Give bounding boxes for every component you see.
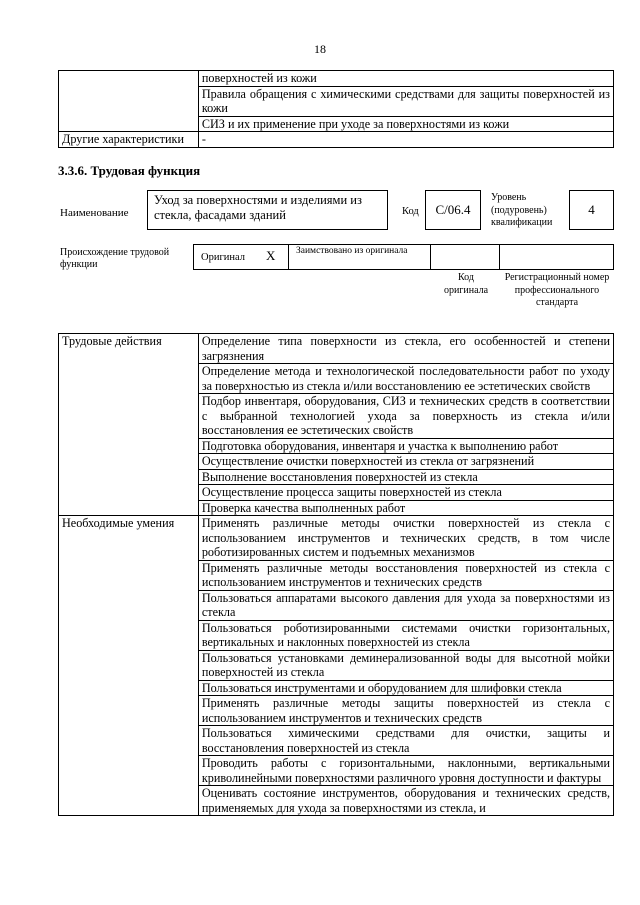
original-label: Оригинал [201, 252, 245, 263]
table-row: Подготовка оборудования, инвентаря и участка к выполнению работ [198, 438, 613, 454]
section-title: 3.3.6. Трудовая функция [58, 163, 201, 178]
skills-label: Необходимые умения [59, 516, 199, 816]
labor-function-table [58, 333, 614, 816]
origin-reg-caption: Регистрационный номер профессионального стандарта [504, 272, 610, 308]
table-row: Определение типа поверхности из стекла, его особенностей и степени загрязнения [198, 334, 613, 364]
table-row: Проверка качества выполненных работ [198, 500, 613, 516]
table-row: Осуществление очистки поверхностей из стекла от загрязнений [198, 454, 613, 470]
origin-code-caption: Код оригинала [443, 272, 489, 296]
table-row: Пользоваться химическими средствами для очистки, защиты и восстановления поверхностей из стекла [198, 726, 613, 756]
labor-actions-label: Трудовые действия [59, 334, 199, 516]
table-row: СИЗ и их применение при уходе за поверхностями из кожи [198, 116, 613, 132]
table-row: Определение метода и технологической последовательности работ по уходу за поверхностью из стекла и/или восстановлению ее эстетических свойств [198, 364, 613, 394]
borrowed-label: Заимствовано из оригинала [296, 246, 408, 256]
table-row: поверхностей из кожи [198, 71, 613, 87]
name-label: Наименование [60, 207, 129, 219]
table-row: Правила обращения с химическими средствами для защиты поверхностей из кожи [198, 86, 613, 116]
table-row: Применять различные методы защиты поверхностей из стекла с использованием инструментов и технических средств [198, 696, 613, 726]
origin-code-cell [430, 244, 500, 270]
function-code: C/06.4 [435, 202, 471, 217]
origin-label: Происхождение трудовой функции [60, 247, 170, 270]
table-row: Выполнение восстановления поверхностей из стекла [198, 469, 613, 485]
table-row: Применять различные методы очистки поверхностей из стекла с использованием инструментов и технических средств, в том числе роботизированных систем и подъемных механизмов [198, 516, 613, 561]
prev-knowledge-table [58, 70, 614, 148]
table-row: Проводить работы с горизонтальными, наклонными, вертикальными криволинейными поверхностями различного уровня доступности и фактуры [198, 756, 613, 786]
table-row: Подбор инвентаря, оборудования, СИЗ и технических средств в соответствии с выбранной технологией ухода за поверхность из стекла и/или восстановления ее эстетических свойств [198, 394, 613, 439]
table-row: Пользоваться установками деминерализованной воды для высотной мойки поверхностей из стекла [198, 650, 613, 680]
prev-label-cell [59, 71, 199, 132]
table-row: Оценивать состояние инструментов, оборудования и технических средств, применяемых для ухода за поверхностями из стекла, и [198, 786, 613, 816]
other-characteristics-label: Другие характеристики [59, 132, 199, 148]
code-label: Код [402, 206, 419, 217]
table-row: Пользоваться роботизированными системами очистки горизонтальных, вертикальных и наклонных поверхностей из стекла [198, 620, 613, 650]
function-name: Уход за поверхностями и изделиями из стекла, фасадами зданий [154, 193, 362, 222]
table-row: Осуществление процесса защиты поверхностей из стекла [198, 485, 613, 501]
function-name-box [147, 190, 388, 230]
qualification-level: 4 [588, 202, 595, 217]
table-row: Пользоваться аппаратами высокого давления для ухода за поверхностями из стекла [198, 590, 613, 620]
code-box [425, 190, 481, 230]
original-mark: X [266, 248, 276, 263]
origin-reg-cell [499, 244, 614, 270]
page-number: 18 [314, 42, 326, 56]
table-row: Пользоваться инструментами и оборудованием для шлифовки стекла [198, 680, 613, 696]
level-box [569, 190, 614, 230]
level-label: Уровень (подуровень) квалификации [491, 192, 553, 228]
other-characteristics-value: - [198, 132, 613, 148]
table-row: Применять различные методы восстановления поверхностей из стекла с использованием инструментов и технических средств [198, 560, 613, 590]
